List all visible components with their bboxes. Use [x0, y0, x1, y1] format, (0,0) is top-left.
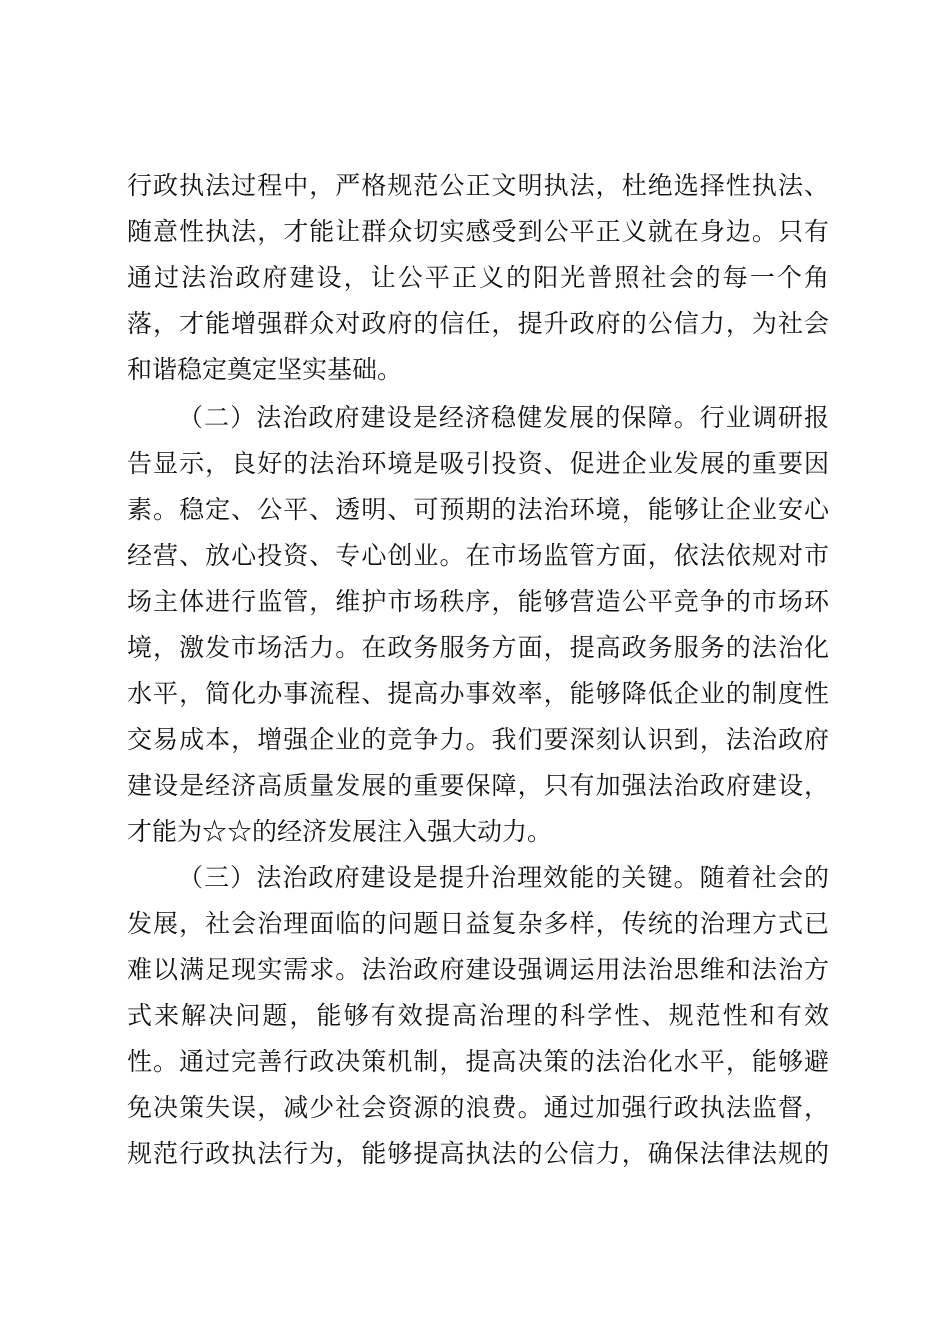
section-heading-line: （三）法治政府建设是提升治理效能的关键。随着社会的	[178, 863, 829, 892]
text-line: 通过法治政府建设，让公平正义的阳光普照社会的每一个角	[127, 263, 829, 292]
text-line: 素。稳定、公平、透明、可预期的法治环境，能够让企业安心	[127, 495, 829, 524]
text-line: 告显示，良好的法治环境是吸引投资、促进企业发展的重要因	[127, 449, 829, 478]
text-line: 落，才能增强群众对政府的信任，提升政府的公信力，为社会	[127, 309, 829, 338]
text-line: 难以满足现实需求。法治政府建设强调运用法治思维和法治方	[127, 955, 829, 984]
text-line: 场主体进行监管，维护市场秩序，能够营造公平竞争的市场环	[127, 587, 829, 616]
text-line: 随意性执法，才能让群众切实感受到公平正义就在身边。只有	[127, 217, 829, 246]
text-line: 境，激发市场活力。在政务服务方面，提高政务服务的法治化	[127, 633, 829, 662]
section-heading-line: （二）法治政府建设是经济稳健发展的保障。行业调研报	[178, 403, 829, 432]
text-line: 建设是经济高质量发展的重要保障，只有加强法治政府建设，	[127, 771, 829, 800]
text-line: 和谐稳定奠定坚实基础。	[127, 355, 403, 384]
text-line: 水平，简化办事流程、提高办事效率，能够降低企业的制度性	[127, 679, 829, 708]
text-line: 才能为☆☆的经济发展注入强大动力。	[127, 817, 553, 846]
text-line: 交易成本，增强企业的竞争力。我们要深刻认识到，法治政府	[127, 725, 829, 754]
text-line: 性。通过完善行政决策机制，提高决策的法治化水平，能够避	[127, 1047, 829, 1076]
text-line: 免决策失误，减少社会资源的浪费。通过加强行政执法监督，	[127, 1093, 829, 1122]
text-line: 发展，社会治理面临的问题日益复杂多样，传统的治理方式已	[127, 909, 829, 938]
text-line: 规范行政执法行为，能够提高执法的公信力，确保法律法规的	[127, 1139, 829, 1168]
text-line: 经营、放心投资、专心创业。在市场监管方面，依法依规对市	[127, 541, 829, 570]
text-line: 行政执法过程中，严格规范公正文明执法，杜绝选择性执法、	[127, 171, 829, 200]
text-line: 式来解决问题，能够有效提高治理的科学性、规范性和有效	[127, 1001, 829, 1030]
